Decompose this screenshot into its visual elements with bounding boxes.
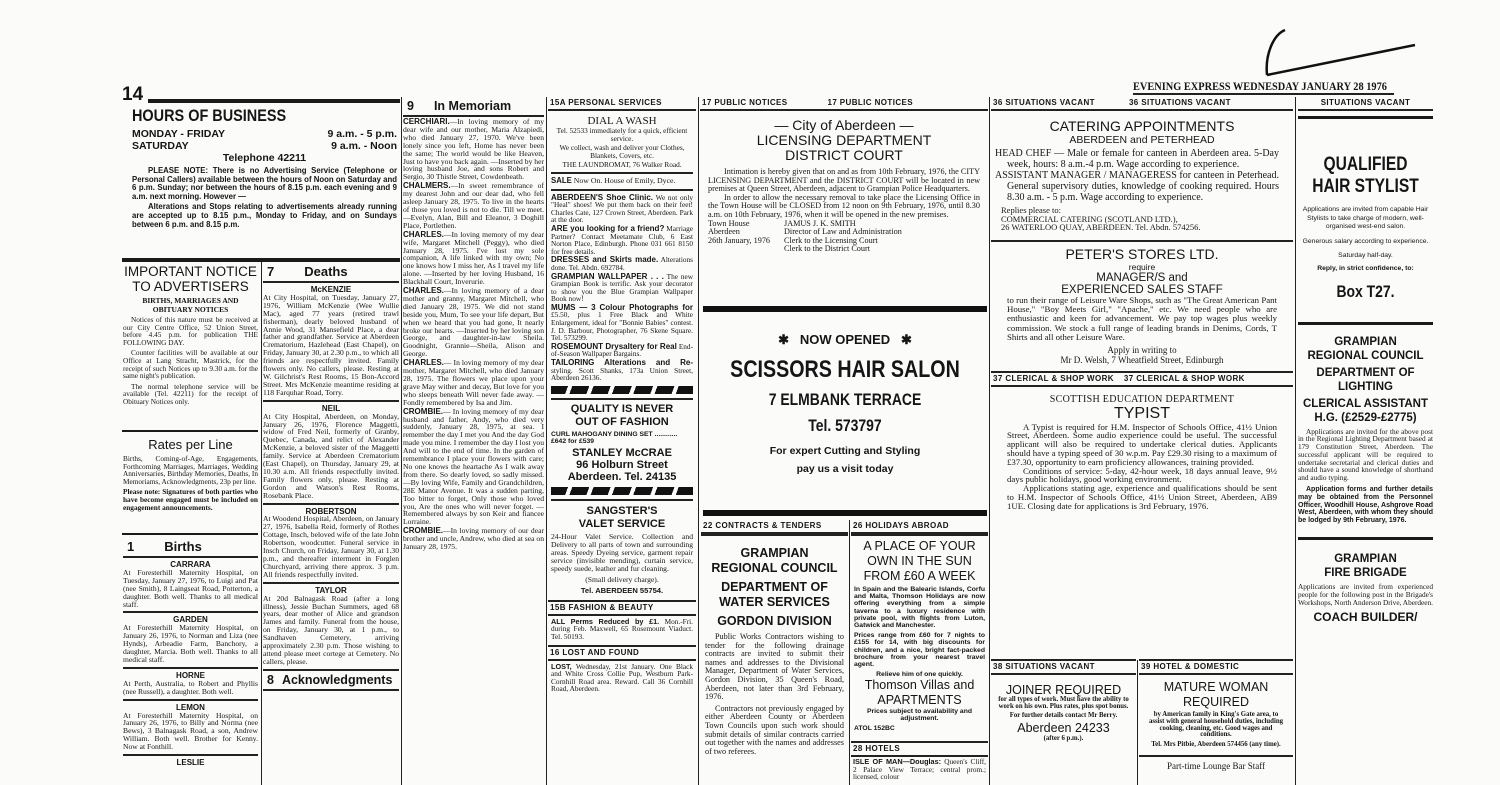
department-title: DEPARTMENT OF bbox=[721, 580, 828, 594]
notice-text: At Foresterhill Maternity Hospital, on January 26, 1976, to Billy and Norma (nee Bews), 3 Balnagask Road, a son, Andrew William. Both well. Brother for Kenny. Now at Fonthill. bbox=[123, 710, 258, 752]
holiday-text: Prices subject to availability and adjustment. bbox=[866, 708, 972, 723]
notice-name: McKENZIE bbox=[310, 285, 352, 294]
ad-lead: ALL Perms Reduced by £1. bbox=[551, 616, 660, 626]
stylist-box-number: Box T27. bbox=[1336, 281, 1395, 301]
hours-note: PLEASE NOTE: There is no Advertising Service (Telephone or Personal Callers) available between the hours of Noon on Saturday and 6 p.m. Sunday; nor between the hours of 8.15 p.m. each evening and 9 a.m. next morning. However — bbox=[132, 166, 397, 201]
section-header: 37 CLERICAL & SHOP WORK bbox=[1123, 373, 1245, 383]
page-number: 14 bbox=[122, 84, 144, 105]
section-header: 17 PUBLIC NOTICES bbox=[827, 98, 913, 107]
signature-line: Director of Law and Administration bbox=[784, 227, 902, 237]
list-item bbox=[551, 256, 693, 271]
rates-per-line bbox=[123, 437, 258, 532]
ad-lead: SALE bbox=[551, 175, 572, 185]
ad-text: styling. Scott Shanks, 173a Union Street, Aberdeen 26136. bbox=[551, 365, 693, 383]
notice-text: At City Hospital, Aberdeen, on Monday, January 26, 1976, Florence Maggetti, widow of Fred Neil, formerly of Granby, Quebec, Canada, and relict of Alexander McKenzie, a beloved sister of the Maggetti family. Service at Aberdeen Crematorium (East Chapel), on Thursday, January 29, at 10.30 a.m. All friends respectfully invited. Family flowers only, please. Resting at Gordon and Watson's Rest Rooms, Rosebank Place. bbox=[263, 411, 399, 500]
joiner-hours: (after 6 p.m.). bbox=[1043, 735, 1084, 743]
births-list bbox=[123, 561, 258, 767]
memoriam-text: — In loving memory of my dear mother, Margaret Mitchell, who died January 28, 1975. The flowers we place upon your grave May wither and decay, But love for you who sleeps beneath Will never fade away. —Fondly remembered by Isa and Jim. bbox=[403, 358, 544, 407]
notice-text: At Perth, Australia, to Robert and Phyllis (nee Russell), a daughter. Both well. bbox=[123, 678, 258, 696]
rates-text: Births, Coming-of-Age, Engagements, Forthcoming Marriages, Marriages, Wedding Anniversaries, Birthday Memories, Deaths, In Memoriams, Acknowledgments, 23p per line. bbox=[123, 454, 258, 486]
in-memoriam-section bbox=[403, 97, 544, 785]
memoriam-name: CHALMERS. bbox=[403, 181, 451, 191]
section-number: 8 bbox=[267, 672, 274, 687]
section-number: 1 bbox=[127, 539, 135, 554]
mature-woman-ad bbox=[1139, 659, 1293, 785]
list-item bbox=[403, 359, 544, 406]
thomson-brand: APARTMENTS bbox=[877, 693, 962, 708]
section-header: 36 SITUATIONS VACANT bbox=[1128, 98, 1231, 107]
lounge-staff-ad: Part-time Lounge Bar Staff bbox=[1139, 755, 1293, 771]
catering-reply: Replies please to: bbox=[1001, 205, 1061, 215]
list-item bbox=[123, 699, 258, 751]
quality-shop-name: STANLEY McCRAE bbox=[572, 446, 672, 459]
section-header: 39 HOTEL & DOMESTIC bbox=[1139, 659, 1293, 675]
signature-line: 26th January, 1976 bbox=[708, 235, 771, 245]
section-header: 22 CONTRACTS & TENDERS bbox=[701, 520, 848, 536]
ad-text: Wednesday, 21st January. One Black and White Cross Collie Pup, Westburn Park-Cornhill Road area. Reward. Call 36 Cornhill Road, Aberdeen. bbox=[551, 661, 693, 694]
catering-reply: COMMERCIAL CATERING (SCOTLAND LTD.), bbox=[1001, 213, 1178, 224]
quality-address: 96 Holburn Street bbox=[576, 458, 668, 471]
stylist-title: QUALIFIED bbox=[1323, 154, 1408, 175]
salon-address: 7 ELMBANK TERRACE bbox=[768, 390, 922, 409]
holiday-text: Prices range from £60 for 7 nights to £155 for 14, with big discounts for children, and a nice, bright fact-packed brochure from your nearest travel agent. bbox=[854, 632, 985, 669]
department-title: WATER SERVICES bbox=[719, 595, 830, 609]
sangster-title: VALET SERVICE bbox=[578, 517, 666, 530]
list-item bbox=[551, 343, 693, 358]
ad-lead: LOST, bbox=[551, 661, 572, 671]
section-title: Acknowledgments bbox=[281, 672, 393, 687]
hours-telephone: Telephone 42211 bbox=[222, 152, 307, 164]
contracts-tenders-section bbox=[701, 520, 848, 785]
ad-lead: GRAMPIAN WALLPAPER . . . bbox=[551, 271, 664, 281]
woman-text: Tel. Mrs Pitbie, Aberdeen 574456 (any time). bbox=[1151, 741, 1281, 749]
personal-services-section bbox=[548, 97, 696, 785]
joiner-text: For further details contact Mr Berry. bbox=[1009, 711, 1118, 719]
list-item bbox=[403, 408, 544, 527]
lighting-post: CLERICAL ASSISTANT bbox=[1302, 397, 1428, 410]
list-item bbox=[403, 231, 544, 286]
hours-of-business bbox=[132, 106, 397, 258]
signature-line: Clerk to the District Court bbox=[784, 244, 870, 254]
dial-a-wash-address: THE LAUNDROMAT, 76 Walker Road. bbox=[562, 160, 682, 170]
dashed-divider bbox=[551, 386, 693, 394]
section-header: 36 SITUATIONS VACANT bbox=[993, 98, 1095, 107]
lighting-council: REGIONAL COUNCIL bbox=[1307, 349, 1424, 362]
memoriam-list bbox=[403, 118, 544, 551]
section-header: 15A PERSONAL SERVICES bbox=[548, 97, 696, 111]
sangster-text: 24-Hour Valet Service. Collection and Delivery to all parts of town and surrounding areas. Speedy Dyeing service, garment repair service (invisible mending), curtain service, speedy suede, leather and fur cleaning. bbox=[551, 531, 693, 573]
notice-subtitle: BIRTHS, MARRIAGES AND OBITUARY NOTICES bbox=[142, 296, 239, 314]
lighting-text: Applications are invited for the above post in the Regional Lighting Department based at 179 Constitution Street, Aberdeen. The successful applicant will be required to undertake secretarial and clerical duties and should have a sound knowledge of shorthand and audio typing. bbox=[1298, 426, 1433, 483]
memoriam-text: —In loving memory of our dear brother and uncle, Andrew, who died at sea on January 28, 1975. bbox=[403, 526, 544, 552]
atol-number: ATOL 152BC bbox=[854, 725, 895, 733]
peters-role: MANAGER/S and bbox=[1096, 271, 1188, 284]
holidays-abroad-section bbox=[851, 520, 988, 785]
notice-text: At Foresterhill Maternity Hospital, on January 26, 1976, to Norman and Liza (nee Hynds), Arbeadie Farm, Banchory, a daughter, Marcia. Both well. Thanks to all medical staff. bbox=[123, 623, 258, 664]
peters-title: PETER'S STORES LTD. bbox=[1065, 245, 1219, 262]
catering-reply: 26 WATERLOO QUAY, ABERDEEN. Tel. Abdn. 574256. bbox=[1001, 222, 1201, 232]
signature-line: Town House bbox=[708, 218, 750, 228]
quality-title: QUALITY IS NEVER bbox=[570, 402, 674, 415]
asterisk-icon: ✱ bbox=[778, 332, 789, 347]
stylist-reply: Reply, in strict confidence, to: bbox=[1317, 265, 1414, 272]
dial-a-wash-title: DIAL A WASH bbox=[587, 115, 657, 127]
notice-name: NEIL bbox=[321, 403, 341, 413]
hours-time: 9 a.m. - Noon bbox=[331, 140, 397, 152]
memoriam-text: —In loving memory of my dear wife and our mother, Maria Alzapiedi, who died January 27, 1970. We've been lonely since you left, Home has never been the same; The world would be like Heaven, Just to have you back again. —Inserted by her loving husband Joe, and sons Robert and Sergio, 30 Thistle Street, Cowdenbeath. bbox=[403, 117, 544, 182]
fire-brigade-title: GRAMPIAN bbox=[1334, 553, 1397, 566]
joiner-telephone: Aberdeen 24233 bbox=[1017, 721, 1110, 736]
lighting-salary: H.G. (£2529-£2775) bbox=[1314, 411, 1417, 424]
joiner-ad bbox=[991, 659, 1136, 785]
notice-name: LESLIE bbox=[176, 758, 205, 768]
joiner-title: JOINER REQUIRED bbox=[1005, 683, 1122, 697]
notice-title: TO ADVERTISERS bbox=[132, 279, 249, 294]
memoriam-name: CHARLES. bbox=[403, 358, 444, 368]
memoriam-name: CERCHIARI. bbox=[403, 117, 450, 126]
lighting-department: LIGHTING bbox=[1338, 380, 1393, 393]
memoriam-text: —In loving memory of my dear wife, Margaret Mitchell (Peggy), who died January 28, 1975. I've lost my sole companion, A life linked with my own; No one knows how I miss her, As I travel my life alone. —Inserted by her loving Husband, 16 Blackhall Court, Inverurie. bbox=[403, 229, 544, 287]
section-header: 16 LOST AND FOUND bbox=[548, 645, 696, 661]
fire-brigade-post: COACH BUILDER/ bbox=[1313, 610, 1418, 625]
notice-text: In order to allow the necessary removal to take place the Licensing Office in the Town House will be CLOSED from 12 noon on 9th February, 1976, until 8.30 a.m. on 10th February, 1976, when it will be opened in the new premises. bbox=[708, 192, 980, 219]
notice-text: Intimation is hereby given that on and as from 10th February, 1976, the CITY LICENSING DEPARTMENT and the DISTRICT COURT will be located in new premises at Queen Street, Aberdeen, adjacent to Grampian Police Headquarters. bbox=[708, 167, 980, 194]
ad-text: Alterations done. Tel. Abdn. 692784. bbox=[551, 255, 694, 272]
peters-require: require bbox=[1128, 261, 1156, 272]
important-notice bbox=[123, 264, 258, 426]
list-item bbox=[551, 273, 693, 303]
hours-day: SATURDAY bbox=[132, 140, 189, 152]
section-title: Deaths bbox=[304, 264, 348, 279]
notice-text: At Woodend Hospital, Aberdeen, on January 27, 1976, Isabella Reid, formerly of Rothes Cottage, Insch, beloved wife of the late John Robertson, woodcutter. Funeral service in Insch Church, on Friday, January 30, at 1.30 p.m., and thereafter interment in Forglen Churchyard, arriving there approx. 3 p.m. All friends respectfully invited. bbox=[263, 514, 399, 579]
catering-subtitle: ABERDEEN and PETERHEAD bbox=[1069, 134, 1215, 146]
dial-a-wash-text: Tel. 52533 immediately for a quick, efficient service. bbox=[556, 126, 688, 143]
typist-text: Applications stating age, experience and qualifications should be sent to H.M. Inspector of Schools Office, 41½ Union Street, Aberdeen, AB9 1UE. Closing date for applications is 3rd February, 1976. bbox=[1007, 483, 1277, 511]
ad-lead: ISLE OF MAN—Douglas: bbox=[853, 757, 942, 767]
woman-title: MATURE WOMAN bbox=[1163, 680, 1269, 694]
sangster-telephone: Tel. ABERDEEN 55754. bbox=[580, 585, 664, 595]
list-item bbox=[263, 503, 399, 579]
fire-brigade-title: FIRE BRIGADE bbox=[1324, 567, 1407, 580]
council-title: GRAMPIAN bbox=[740, 546, 809, 560]
typist-department: SCOTTISH EDUCATION DEPARTMENT bbox=[1049, 393, 1235, 405]
hours-day: MONDAY - FRIDAY bbox=[132, 128, 225, 140]
signature-line: Clerk to the Licensing Court bbox=[784, 235, 878, 245]
section-header: SITUATIONS VACANT bbox=[1298, 97, 1433, 111]
memoriam-text: —In loving memory of a dear mother and granny, Margaret Mitchell, who died January 28, 1975. We did not stand beside you, Mum, To see your life depart, But when we heard that you had gone, It nearly broke our hearts. —Inserted by her loving son George, and daughter-in-law Sheila. Goodnight, Grannie—Sheila, Alison and George. bbox=[403, 286, 544, 359]
division-title: GORDON DIVISION bbox=[717, 614, 832, 628]
hours-time: 9 a.m. - 5 p.m. bbox=[327, 128, 397, 140]
notice-city: — City of Aberdeen — bbox=[774, 117, 914, 133]
woman-title: REQUIRED bbox=[1183, 695, 1249, 709]
dial-a-wash-text: We collect, wash and deliver your Clothes, Blankets, Covers, etc. bbox=[559, 143, 685, 160]
dashed-divider bbox=[551, 487, 693, 495]
hours-note: Alterations and Stops relating to advertisements already running are accepted up to 8.15 p.m., Monday to Friday, and on Sundays between 6 p.m. and 8.15 p.m. bbox=[132, 202, 397, 229]
lighting-department: DEPARTMENT OF bbox=[1316, 366, 1415, 379]
memoriam-name: CHARLES. bbox=[403, 286, 444, 296]
notice-text: The normal telephone service will be available (Tel. 42211) for the receipt of Obituary Notices only. bbox=[123, 381, 258, 406]
notice-department: LICENSING DEPARTMENT bbox=[756, 132, 932, 148]
catering-title: CATERING APPOINTMENTS bbox=[1049, 118, 1235, 134]
stylist-text: Generous salary according to experience. bbox=[1302, 237, 1429, 245]
section-header: 28 HOTELS bbox=[851, 741, 988, 757]
catering-job: HEAD CHEF — Male or female for canteen in Aberdeen area. 5-Day week, hours: 8 a.m.-4 p.m. Wage according to experience. bbox=[995, 148, 1279, 170]
council-title: REGIONAL COUNCIL bbox=[711, 561, 838, 575]
stylist-text: Saturday half-day. bbox=[1338, 252, 1393, 259]
typist-text: A Typist is required for H.M. Inspector of Schools Office, 41½ Union Street, Aberdeen. Some audio experience could be useful. The successful applicant will also be required to undertake clerical duties. Applicants should have a typing speed of 30 w.p.m. Pay £29.30 rising to a maximum of £37.30, opportunity to earn proficiency allowances, training provided. bbox=[1007, 421, 1277, 467]
stylist-title: HAIR STYLIST bbox=[1312, 176, 1419, 197]
list-item bbox=[123, 667, 258, 696]
right-column-vacancies bbox=[1298, 97, 1433, 785]
ad-lead: ABERDEEN'S Shoe Clinic. bbox=[551, 192, 654, 202]
ad-text: End-of-Season Wallpaper Bargains. bbox=[551, 341, 693, 359]
notice-name: HORNE bbox=[176, 670, 205, 680]
scissors-hair-salon-ad bbox=[703, 306, 987, 516]
ad-lead: ARE you looking for a friend? bbox=[551, 223, 665, 233]
rates-note: Please note: Signatures of both parties who have become engaged must be included on engagement announcements. bbox=[123, 487, 258, 512]
sangster-charge: (Small delivery charge). bbox=[585, 574, 659, 584]
joiner-text: for all types of work. Must have the ability to work on his own. Plus rates, plus spot bonus. bbox=[998, 696, 1129, 710]
rates-title: Rates per Line bbox=[148, 437, 233, 452]
deaths-section bbox=[263, 262, 399, 785]
ad-text: Now On. House of Emily, Dyce. bbox=[573, 175, 676, 185]
list-item bbox=[551, 194, 693, 224]
peters-role: EXPERIENCED SALES STAFF bbox=[1061, 283, 1223, 296]
situations-vacant-section bbox=[991, 97, 1293, 657]
notice-court: DISTRICT COURT bbox=[785, 147, 903, 163]
peters-apply: Apply in writing to bbox=[1107, 344, 1177, 355]
list-item bbox=[551, 304, 693, 342]
newspaper-banner: EVENING EXPRESS WEDNESDAY JANUARY 28 1976 bbox=[1133, 81, 1394, 95]
typist-text: Conditions of service: 5-day, 42-hour week, 18 days annual leave, 9½ days public holidays, good working environment. bbox=[1007, 465, 1277, 485]
public-notices-section bbox=[700, 97, 988, 307]
contracts-text: Public Works Contractors wishing to tender for the following drainage contracts are invited to submit their names and addresses to the Divisional Manager, Department of Water Services, Gordon Division, 35 Queen's Road, Aberdeen, not later than 3rd February, 1976. bbox=[705, 632, 844, 702]
ad-text: Queen's Cliff, 2 Palace View Terrace; central prom.; licensed, colour bbox=[853, 757, 986, 782]
ad-lead: DRESSES and Skirts made. bbox=[551, 255, 659, 265]
lighting-text: Application forms and further details may be obtained from the Personnel Officer, Woodhill House, Ashgrove Road West, Aberdeen, with whom they should be lodged by 9th February, 1976. bbox=[1298, 486, 1433, 525]
notice-text: At City Hospital, on Tuesday, January 27, 1976, William McKenzie (Wee Wullie Mac), aged 77 years (retired trawl fisherman), dearly beloved husband of Annie Wood, 31 Mansefield Place, a dear father and grandfather. Service at Aberdeen Crematorium, Hazlehead (East Chapel), on Friday, January 30, at 2.30 p.m., to which all friends are respectfully invited. Family flowers only. No callers, please. Resting at W. Gilchrist's Rest Rooms, 15 Bon-Accord Street. Mrs McKenzie meantime residing at 118 Farquhar Road, Torry. bbox=[263, 292, 399, 397]
ad-text: The new Grampian Book is terrific. Ask your decorator to show you the Blue Grampian Wallpaper Book now! bbox=[551, 271, 693, 304]
section-header: 38 SITUATIONS VACANT bbox=[991, 659, 1136, 675]
woman-text: by American family in King's Gate area, to assist with general household duties, including cooking, cleaning, etc. Good wages and conditions. bbox=[1148, 711, 1284, 739]
salon-tagline: pay us a visit today bbox=[796, 463, 894, 475]
ad-text: Marriage Partner? Contact Meetamate Club, 6 East Norton Place, Edinburgh. Phone 031 661 8150 for free details. bbox=[551, 223, 694, 256]
section-header: 15B FASHION & BEAUTY bbox=[548, 600, 696, 616]
quality-title: OUT OF FASHION bbox=[575, 415, 669, 428]
fire-brigade-text: Applications are invited from experienced people for the following post in the Brigade's Workshops, North Anderson Drive, Aberdeen. bbox=[1298, 582, 1433, 607]
hours-title: HOURS OF BUSINESS bbox=[132, 106, 287, 125]
list-item bbox=[263, 286, 399, 397]
list-item bbox=[403, 287, 544, 358]
notice-text: At 20d Balnagask Road (after a long illness), Jessie Buchan Summers, aged 68 years, dear mother of Alice and grandson James and family. Funeral from the house, on Friday, January 30, at 1 p.m., to Sandhaven Cemetery, arriving approximately 2.30 p.m. Those wishing to attend please meet cortege at Cemetery. No callers, please. bbox=[263, 593, 399, 666]
ad-text: Mon.-Fri. during Feb. Maxwell, 65 Rosemount Viaduct. Tel. 50193. bbox=[551, 616, 693, 641]
thomson-brand: Thomson Villas and bbox=[864, 678, 975, 693]
salon-tagline: For expert Cutting and Styling bbox=[769, 445, 921, 457]
quality-item: CURL MAHOGANY DINING SET ............ £642 for £539 bbox=[551, 430, 678, 445]
sangster-title: SANGSTER'S bbox=[586, 504, 658, 517]
stylist-text: Applications are invited from capable Hair Stylists to take charge of modern, well-organised west-end salon. bbox=[1302, 206, 1429, 230]
list-item bbox=[263, 582, 399, 666]
ad-text: £5.50, plus 1 Free Black and White Enlargement, ideal for "Bonnie Babies" contest. J. D. Barbour, Photographer, 76 Skene Square. Tel. 573299. bbox=[551, 310, 693, 343]
memoriam-name: CHARLES. bbox=[403, 229, 444, 239]
list-item bbox=[403, 182, 544, 229]
salon-now-opened: NOW OPENED bbox=[799, 332, 891, 347]
notice-name: GARDEN bbox=[173, 615, 208, 625]
signature-line: JAMUS J. K. SMITH bbox=[784, 218, 856, 228]
small-ads-list bbox=[551, 194, 693, 382]
memoriam-text: — In loving memory of my dear husband and father, Andy, who died very suddenly, January 28, 1975, at sea. I remember the day I met you And the day God made you mine. I remember the day I lost you And will to the end of time. In the garden of remembrance I place your flowers with care; No one knows the heartache As I walk away from there. So dearly loved, so sadly missed. —By loving Wife, Family and Grandchildren, 28E Manor Avenue. It was a sudden parting, Too bitter to forget, Only those who loved you, Are the ones who will never forget. —Remembered always by son Keir and fiancee Lorraine. bbox=[403, 406, 544, 527]
signature-line: Aberdeen bbox=[708, 227, 740, 237]
masthead-rule bbox=[148, 99, 400, 103]
ad-text: We not only "Heal" shoes! We put them back on their feet! Charles Cate, 127 Crown Street, Aberdeen. Park at the door. bbox=[551, 192, 693, 225]
quality-telephone: Aberdeen. Tel. 24135 bbox=[567, 470, 677, 483]
asterisk-icon: ✱ bbox=[900, 332, 912, 347]
list-item bbox=[263, 400, 399, 500]
holiday-headline: FROM £60 A WEEK bbox=[863, 569, 976, 583]
memoriam-text: —In sweet remembrance of my dearest John and our dear dad, who fell asleep January 28, 1975. To live in the hearts of those you loved is not to die. Till we meet. —Evelyn, Alan, Bill and Eleanor, 3 Doghill Place, Portlethen. bbox=[403, 181, 544, 230]
ad-lead: ROSEMOUNT Drysaltery for Real bbox=[551, 341, 677, 351]
deaths-list bbox=[263, 286, 399, 666]
notice-name: CARRARA bbox=[170, 560, 211, 569]
holiday-text: In Spain and the Balearic Islands, Corfu and Malta, Thomson Holidays are now offering everything from a simple taverna to a luxury residence with private pool, with flights from Luton, Gatwick and Manchester. bbox=[854, 586, 985, 630]
section-number: 7 bbox=[267, 264, 275, 279]
list-item bbox=[551, 225, 693, 255]
list-item bbox=[403, 118, 544, 181]
lighting-council: GRAMPIAN bbox=[1334, 335, 1397, 348]
salon-telephone: Tel. 573797 bbox=[808, 416, 882, 435]
salon-name: SCISSORS HAIR SALON bbox=[730, 356, 960, 383]
section-header: 17 PUBLIC NOTICES bbox=[702, 98, 788, 107]
list-item bbox=[551, 359, 693, 382]
list-item bbox=[123, 611, 258, 663]
ad-lead: MUMS — 3 Colour Photographs for bbox=[551, 302, 693, 312]
notice-name: ROBERTSON bbox=[305, 506, 357, 516]
notice-text: Counter facilities will be available at our Office at Lang Stracht, Mastrick, for the receipt of such Notices up to 9.30 a.m. for the same night's publication. bbox=[123, 348, 258, 381]
list-item bbox=[403, 527, 544, 551]
notice-name: TAYLOR bbox=[315, 585, 347, 595]
memoriam-name: CROMBIE. bbox=[403, 406, 443, 416]
typist-title: TYPIST bbox=[1113, 404, 1170, 422]
contracts-text: Contractors not previously engaged by either Aberdeen County or Aberdeen Town Councils upon such work should submit details of similar contracts carried out together with the names and addresses of two referees. bbox=[705, 703, 844, 756]
ad-lead: TAILORING Alterations and Re- bbox=[551, 358, 693, 368]
notice-text: Notices of this nature must be received at our City Centre Office, 52 Union Street, before 4.45 p.m. for publication THE FOLLOWING DAY. bbox=[123, 315, 258, 347]
catering-job: ASSISTANT MANAGER / MANAGERESS for canteen in Peterhead. General supervisory duties, knowledge of cooking required. Hours 8.30 a.m. - 5 p.m. Wage according to experience. bbox=[995, 170, 1279, 203]
peters-apply: Mr D. Welsh, 7 Wheatfield Street, Edinburgh bbox=[1060, 354, 1224, 365]
holiday-text: Relieve him of one quickly. bbox=[876, 671, 963, 679]
notice-text: At Foresterhill Maternity Hospital, on Tuesday, January 27, 1976, to Luigi and Pat (nee Smith), 8 Laingseat Road, Potterton, a daughter. Both well. Thanks to all medical staff. bbox=[123, 567, 258, 609]
memoriam-name: CROMBIE. bbox=[403, 526, 443, 536]
births-section bbox=[123, 537, 258, 785]
list-item bbox=[123, 754, 258, 767]
section-header: 26 HOLIDAYS ABROAD bbox=[851, 520, 988, 536]
pen-mark-icon bbox=[1255, 15, 1425, 85]
holiday-headline: A PLACE OF YOUR OWN IN THE SUN bbox=[863, 539, 976, 568]
notice-title: IMPORTANT NOTICE bbox=[124, 264, 257, 279]
notice-name: LEMON bbox=[176, 702, 205, 712]
section-title: In Memoriam bbox=[433, 99, 512, 113]
section-title: Births bbox=[164, 539, 202, 554]
peters-text: to run their range of Leisure Ware Shops, such as "The Great American Pant House," "Boy Meets Girl," "Apache," etc. We need people who are enthusiastic and keen for advancement. We pay top wages plus weekly commission. We stock a full range of leading brands in Denims, Cords, T Shirts and all other Leisure Ware. bbox=[1007, 294, 1277, 343]
list-item bbox=[123, 561, 258, 608]
section-number: 9 bbox=[407, 99, 414, 113]
section-header: 37 CLERICAL & SHOP WORK bbox=[993, 373, 1114, 383]
